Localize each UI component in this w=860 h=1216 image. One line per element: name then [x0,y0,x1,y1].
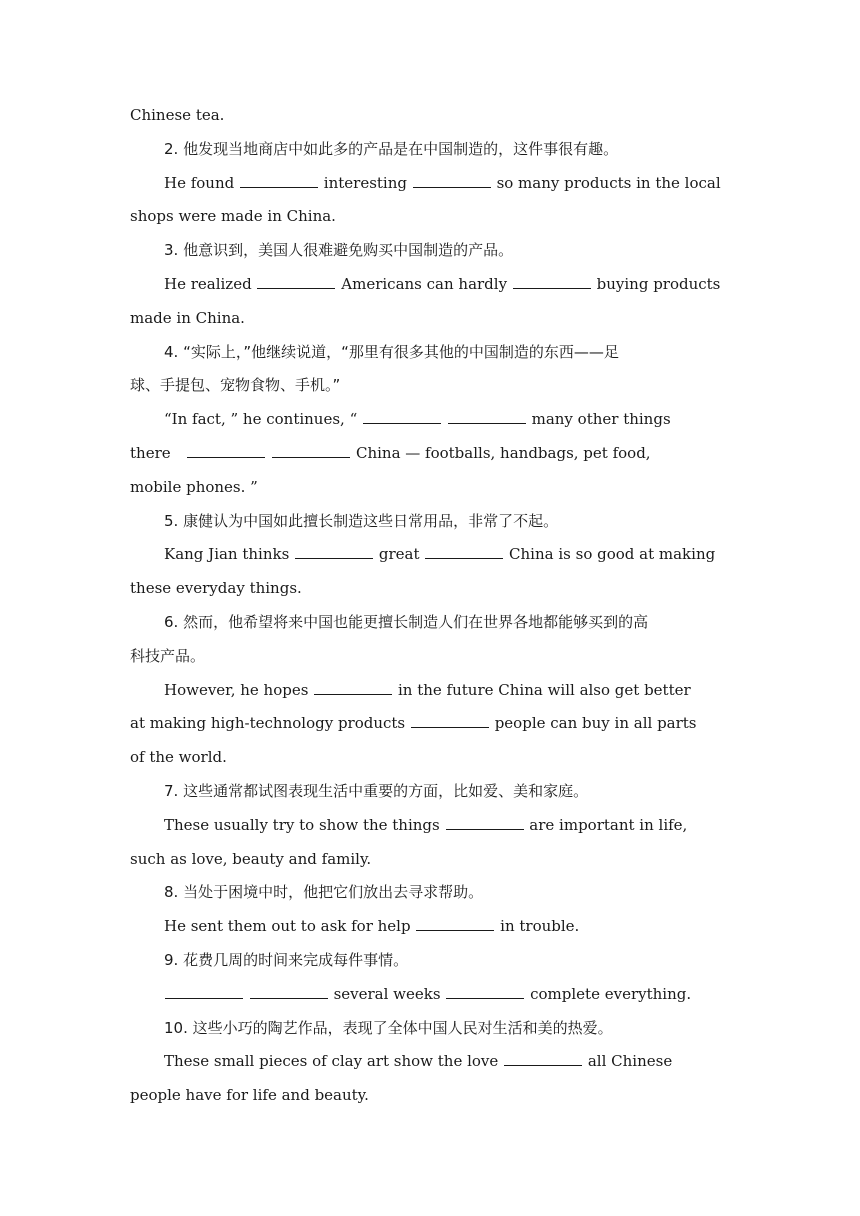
question-4-english-line-1 [130,403,730,437]
answer-blank[interactable] [272,443,350,458]
question-5-english-line-2 [130,572,730,606]
sentence-fragment: several weeks [333,984,441,1003]
question-5-english-line-1 [130,538,730,572]
answer-blank[interactable] [314,680,392,695]
question-6-english-line-2 [130,707,730,741]
question-text: 科技产品。 [130,646,206,665]
question-9-english-line-1 [130,978,730,1012]
sentence-fragment: there [130,443,171,462]
question-10-english-line-1 [130,1045,730,1079]
answer-blank[interactable] [446,984,524,999]
sentence-fragment: shops were made in China. [130,207,336,226]
sentence-fragment: in the future China will also get better [397,680,691,699]
question-7-chinese [130,775,730,809]
question-8-chinese [130,876,730,910]
sentence-fragment: He realized [164,274,252,293]
answer-blank[interactable] [295,544,373,559]
sentence-fragment: of the world. [130,748,227,767]
question-2-chinese [130,133,730,167]
question-5-chinese [130,505,730,539]
question-text: 4. “实际上，”他继续说道，“那里有很多其他的中国制造的东西——足 [164,342,619,361]
question-3-english-line-2 [130,302,730,336]
text-line [130,99,730,133]
answer-blank[interactable] [363,409,441,424]
question-2-english-line-1 [130,167,730,201]
question-text: 9. 花费几周的时间来完成每件事情。 [164,950,409,969]
sentence-fragment: These small pieces of clay art show the love [164,1052,499,1071]
question-10-chinese [130,1012,730,1046]
sentence-fragment: are important in life, [529,815,688,834]
question-3-chinese [130,234,730,268]
answer-blank[interactable] [513,274,591,289]
sentence-fragment: these everyday things. [130,579,302,598]
answer-blank[interactable] [165,984,243,999]
question-3-english-line-1 [130,268,730,302]
sentence-fragment: great [378,545,420,564]
question-6-chinese-line-1 [130,606,730,640]
question-4-english-line-2 [130,437,730,471]
sentence-fragment: many other things [531,410,671,429]
question-6-chinese-line-2 [130,640,730,674]
sentence-fragment: “In fact, ” he continues, “ [164,410,358,429]
answer-blank[interactable] [250,984,328,999]
sentence-fragment: Kang Jian thinks [164,545,290,564]
question-text: 3. 他意识到，美国人很难避免购买中国制造的产品。 [164,241,514,260]
sentence-fragment: all Chinese [587,1052,673,1071]
answer-blank[interactable] [240,173,318,188]
sentence-fragment: However, he hopes [164,680,309,699]
sentence-fragment: China is so good at making [509,545,716,564]
answer-blank[interactable] [504,1051,582,1066]
answer-blank[interactable] [446,815,524,830]
question-4-chinese-line-1 [130,336,730,370]
question-4-english-line-3 [130,471,730,505]
sentence-fragment: These usually try to show the things [164,815,440,834]
answer-blank[interactable] [187,443,265,458]
worksheet-page [130,99,730,1113]
question-text: 球、手提包、宠物食物、手机。” [130,376,341,395]
sentence-fragment: He found [164,173,235,192]
question-text: 2. 他发现当地商店中如此多的产品是在中国制造的，这件事很有趣。 [164,139,619,158]
answer-blank[interactable] [425,544,503,559]
sentence-fragment: made in China. [130,308,245,327]
line-text: Chinese tea. [130,106,225,124]
question-text: 6. 然而，他希望将来中国也能更擅长制造人们在世界各地都能够买到的高 [164,612,649,631]
sentence-fragment: He sent them out to ask for help [164,917,411,936]
question-4-chinese-line-2 [130,369,730,403]
question-text: 5. 康健认为中国如此擅长制造这些日常用品，非常了不起。 [164,511,559,530]
question-8-english-line-1 [130,910,730,944]
sentence-fragment: so many products in the local [496,173,721,192]
sentence-fragment: complete everything. [530,984,692,1003]
sentence-fragment: Americans can hardly [341,274,508,293]
sentence-fragment: at making high-technology products [130,714,406,733]
sentence-fragment: mobile phones. ” [130,477,258,496]
sentence-fragment: people can buy in all parts [494,714,697,733]
question-6-english-line-1 [130,674,730,708]
sentence-fragment: interesting [323,173,407,192]
question-10-english-line-2 [130,1079,730,1113]
question-9-chinese [130,944,730,978]
sentence-fragment: people have for life and beauty. [130,1086,369,1105]
question-text: 10. 这些小巧的陶艺作品，表现了全体中国人民对生活和美的热爱。 [164,1018,613,1037]
question-7-english-line-2 [130,843,730,877]
sentence-fragment: in trouble. [500,917,580,936]
answer-blank[interactable] [448,409,526,424]
question-6-english-line-3 [130,741,730,775]
answer-blank[interactable] [416,916,494,931]
question-text: 8. 当处于困境中时，他把它们放出去寻求帮助。 [164,883,484,902]
question-text: 7. 这些通常都试图表现生活中重要的方面，比如爱、美和家庭。 [164,781,589,800]
sentence-fragment: China — footballs, handbags, pet food, [355,443,651,462]
answer-blank[interactable] [413,173,491,188]
question-2-english-line-2 [130,200,730,234]
sentence-fragment: buying products [596,274,721,293]
answer-blank[interactable] [411,713,489,728]
question-7-english-line-1 [130,809,730,843]
answer-blank[interactable] [257,274,335,289]
sentence-fragment: such as love, beauty and family. [130,849,372,868]
